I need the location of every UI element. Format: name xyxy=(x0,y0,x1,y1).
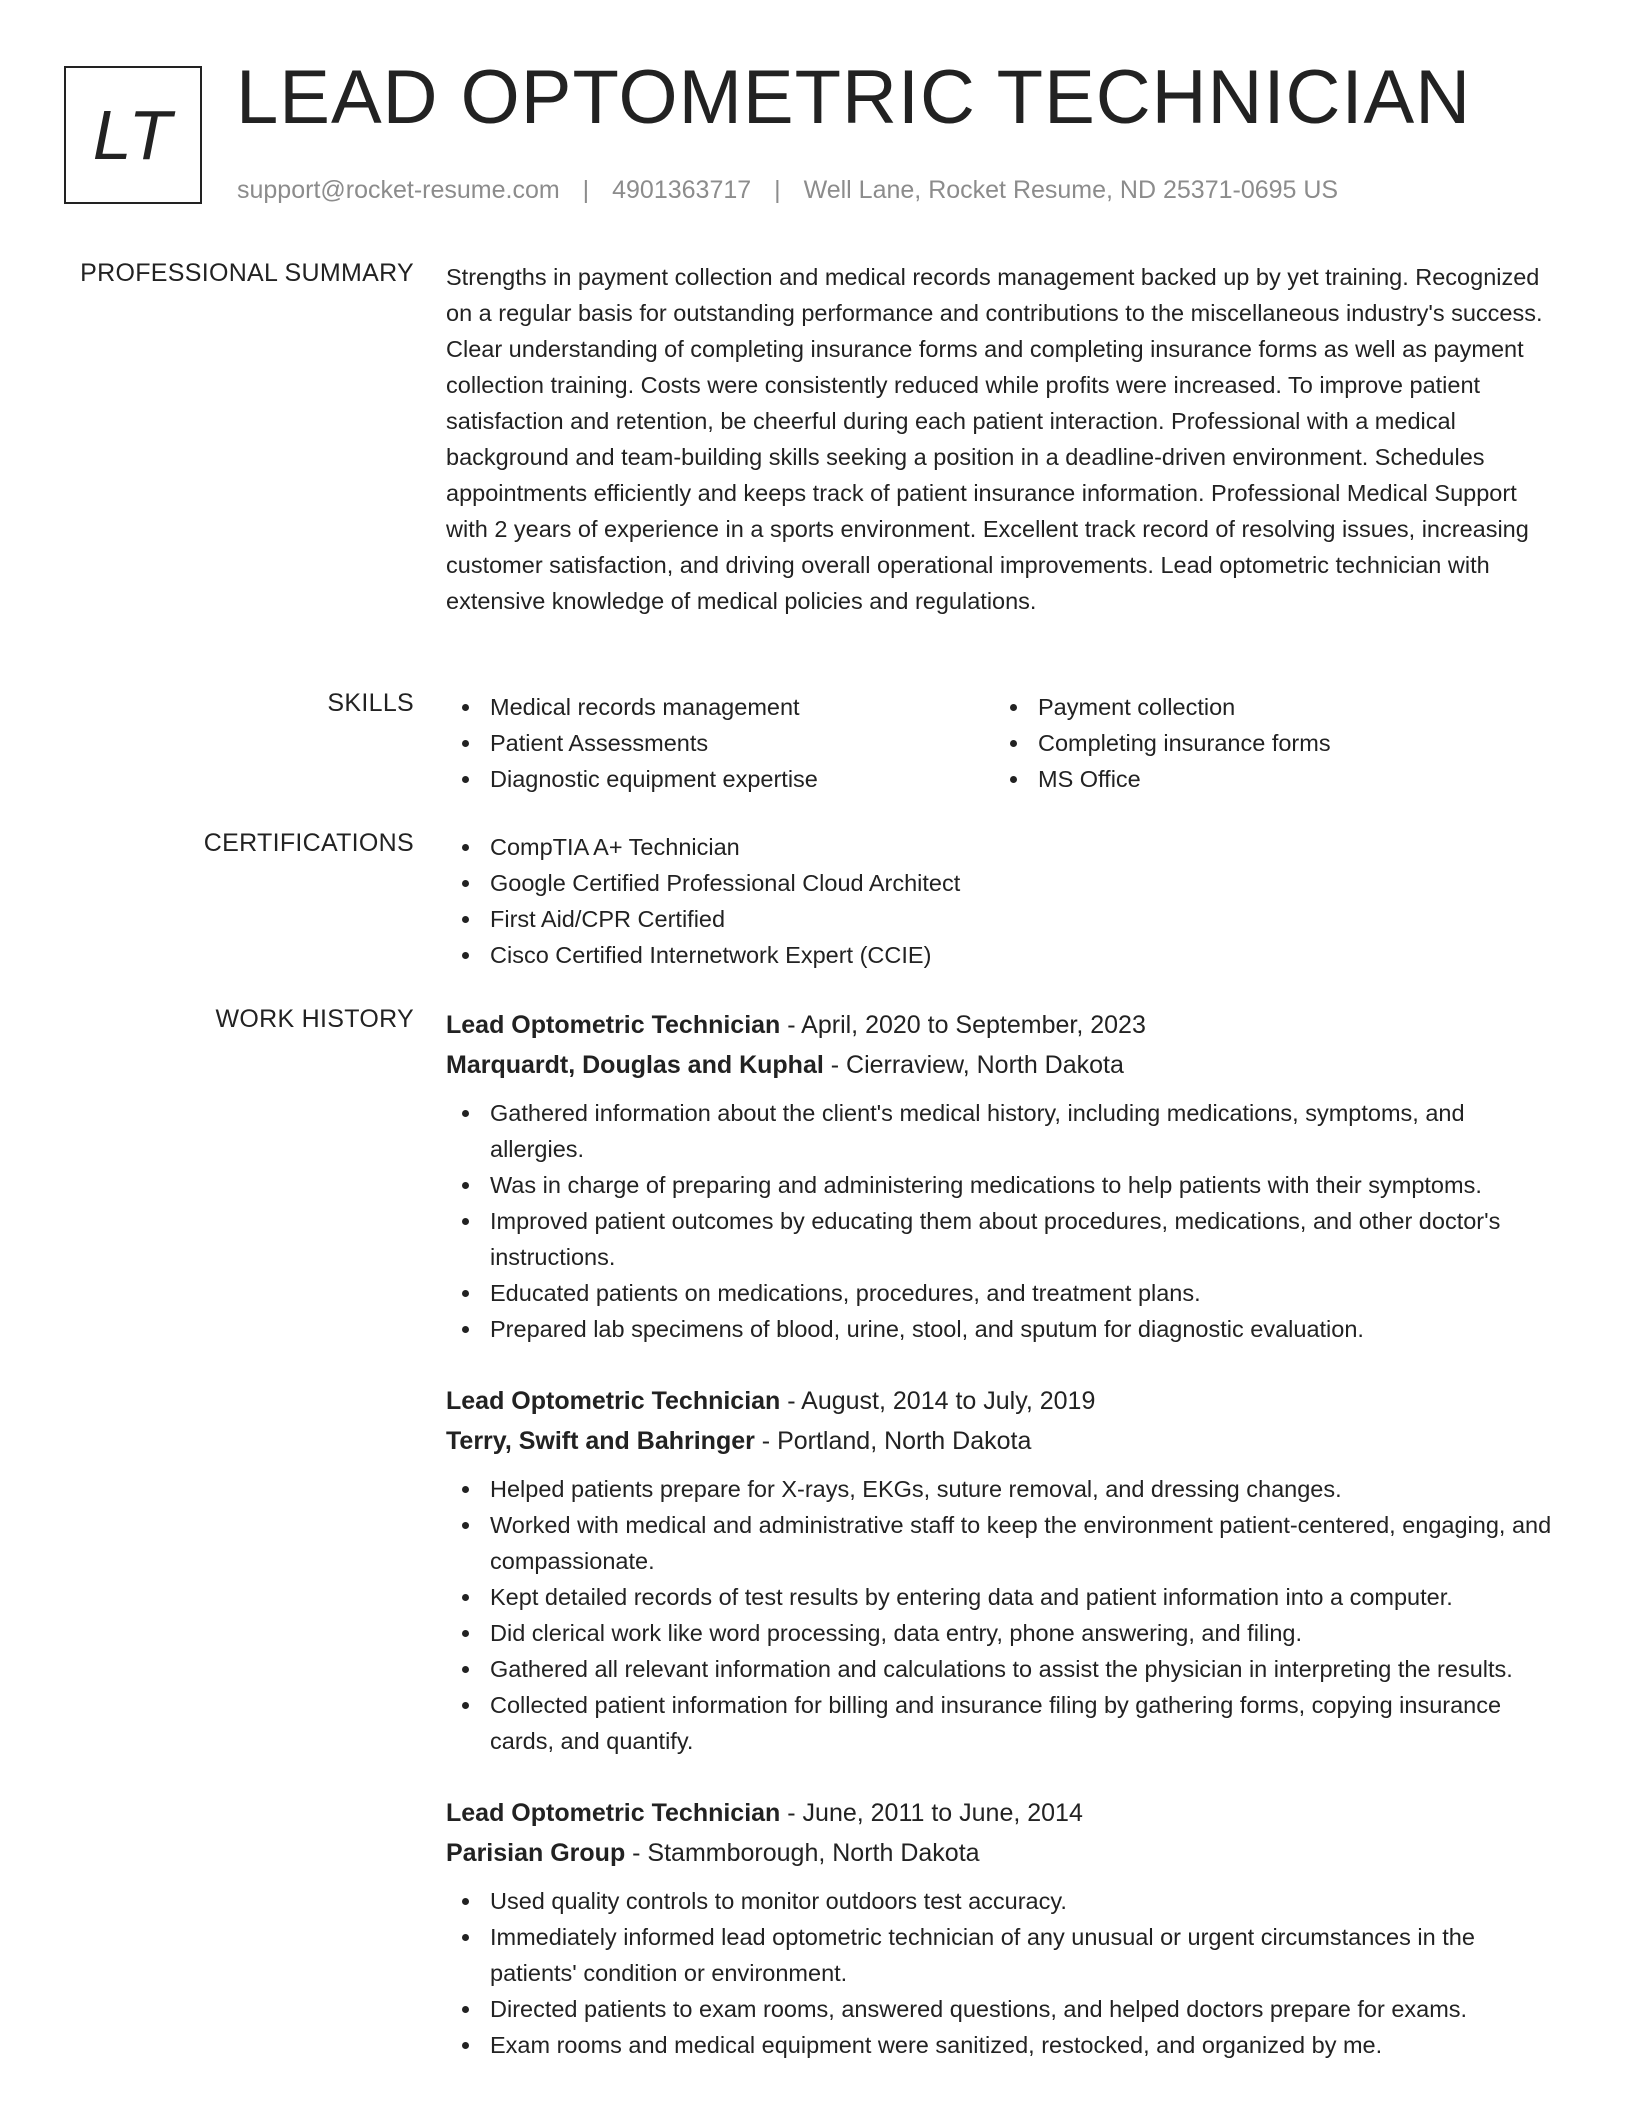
job-title-line xyxy=(446,1793,1562,1833)
skills-column-left xyxy=(446,689,994,797)
job-entry xyxy=(446,1381,1562,1759)
skill-item: Diagnostic equipment expertise xyxy=(446,761,994,797)
job-title: Lead Optometric Technician xyxy=(446,1799,781,1827)
job-duty-item: Prepared lab specimens of blood, urine, stool, and sputum for diagnostic evaluation. xyxy=(446,1311,1562,1347)
certification-item: CompTIA A+ Technician xyxy=(446,829,1562,865)
contact-separator: | xyxy=(582,176,590,204)
job-duty-item: Gathered information about the client's medical history, including medications, symptoms, and allergies. xyxy=(446,1095,1562,1167)
monogram-logo xyxy=(64,66,202,204)
certification-item: Google Certified Professional Cloud Architect xyxy=(446,865,1562,901)
summary-body xyxy=(446,259,1562,619)
job-duty-item: Worked with medical and administrative staff to keep the environment patient-centered, engaging, and compassionate. xyxy=(446,1507,1562,1579)
certification-item: Cisco Certified Internetwork Expert (CCIE) xyxy=(446,937,1562,973)
skill-item: Patient Assessments xyxy=(446,725,994,761)
summary-text: Strengths in payment collection and medical records management backed up by yet training. Recognized on a regular basis for outstanding performance and contributions to the miscellaneous industry's success. Clear understanding of completing insurance forms and completing insurance forms as well as payment collection training. Costs were consistently reduced while profits were increased. To improve patient satisfaction and retention, be cheerful during each patient interaction. Professional with a medical background and team-building skills seeking a position in a deadline-driven environment. Schedules appointments efficiently and keeps track of patient insurance information. Professional Medical Support with 2 years of experience in a sports environment. Excellent track record of resolving issues, increasing customer satisfaction, and driving overall operational improvements. Lead optometric technician with extensive knowledge of medical policies and regulations. xyxy=(446,264,1543,614)
job-title: Lead Optometric Technician xyxy=(446,1011,781,1039)
job-duty-item: Immediately informed lead optometric technician of any unusual or urgent circumstances in the patients' condition or environment. xyxy=(446,1919,1562,1991)
job-company-line xyxy=(446,1833,1562,1873)
certifications-list xyxy=(446,829,1562,973)
job-dates: - June, 2011 to June, 2014 xyxy=(780,1799,1083,1827)
job-duty-item: Helped patients prepare for X-rays, EKGs, suture removal, and dressing changes. xyxy=(446,1471,1562,1507)
certifications-body xyxy=(446,829,1562,973)
job-title: Lead Optometric Technician xyxy=(446,1387,781,1415)
contact-address: Well Lane, Rocket Resume, ND 25371-0695 US xyxy=(803,176,1339,204)
job-dates: - April, 2020 to September, 2023 xyxy=(780,1011,1146,1039)
skill-item: Medical records management xyxy=(446,689,994,725)
job-entry xyxy=(446,1793,1562,2063)
skills-grid xyxy=(446,689,1562,797)
job-duty-item: Directed patients to exam rooms, answered questions, and helped doctors prepare for exams. xyxy=(446,1991,1562,2027)
certification-item: First Aid/CPR Certified xyxy=(446,901,1562,937)
work-history-body xyxy=(446,1005,1562,2097)
job-duty-item: Kept detailed records of test results by entering data and patient information into a computer. xyxy=(446,1579,1562,1615)
job-duties-list xyxy=(446,1883,1562,2063)
job-location: - Portland, North Dakota xyxy=(754,1427,1032,1455)
contact-separator: | xyxy=(774,176,781,204)
job-title-line xyxy=(446,1381,1562,1421)
skill-item: MS Office xyxy=(994,761,1542,797)
skills-list-left xyxy=(446,689,994,797)
skill-item: Payment collection xyxy=(994,689,1542,725)
contact-email[interactable]: support@rocket-resume.com xyxy=(237,176,560,204)
job-location: - Cierraview, North Dakota xyxy=(823,1051,1124,1079)
resume-title: LEAD OPTOMETRIC TECHNICIAN xyxy=(236,55,1472,140)
skill-item: Completing insurance forms xyxy=(994,725,1542,761)
job-company-line xyxy=(446,1045,1562,1085)
job-company: Marquardt, Douglas and Kuphal xyxy=(446,1051,824,1079)
skills-list-right xyxy=(994,689,1542,797)
job-company-line xyxy=(446,1421,1562,1461)
job-location: - Stammborough, North Dakota xyxy=(625,1839,980,1867)
job-company: Parisian Group xyxy=(446,1839,626,1867)
job-duty-item: Was in charge of preparing and administering medications to help patients with their symptoms. xyxy=(446,1167,1562,1203)
job-duty-item: Gathered all relevant information and calculations to assist the physician in interpreting the results. xyxy=(446,1651,1562,1687)
section-heading-summary: PROFESSIONAL SUMMARY xyxy=(80,259,414,287)
monogram-text: LT xyxy=(92,96,174,174)
section-heading-skills: SKILLS xyxy=(327,689,414,717)
job-dates: - August, 2014 to July, 2019 xyxy=(780,1387,1096,1415)
job-duty-item: Did clerical work like word processing, data entry, phone answering, and filing. xyxy=(446,1615,1562,1651)
job-duty-item: Educated patients on medications, procedures, and treatment plans. xyxy=(446,1275,1562,1311)
job-title-line xyxy=(446,1005,1562,1045)
section-heading-work-history: WORK HISTORY xyxy=(215,1005,414,1033)
job-entry xyxy=(446,1005,1562,1347)
job-duties-list xyxy=(446,1095,1562,1347)
job-duty-item: Used quality controls to monitor outdoors test accuracy. xyxy=(446,1883,1562,1919)
skills-column-right xyxy=(994,689,1542,797)
job-duties-list xyxy=(446,1471,1562,1759)
job-duty-item: Improved patient outcomes by educating them about procedures, medications, and other doctor's instructions. xyxy=(446,1203,1562,1275)
section-heading-certifications: CERTIFICATIONS xyxy=(203,829,414,857)
contact-line xyxy=(237,176,1338,205)
job-duty-item: Exam rooms and medical equipment were sanitized, restocked, and organized by me. xyxy=(446,2027,1562,2063)
job-company: Terry, Swift and Bahringer xyxy=(446,1427,755,1455)
job-duty-item: Collected patient information for billing and insurance filing by gathering forms, copying insurance cards, and quantify. xyxy=(446,1687,1562,1759)
contact-phone[interactable]: 4901363717 xyxy=(612,176,752,204)
